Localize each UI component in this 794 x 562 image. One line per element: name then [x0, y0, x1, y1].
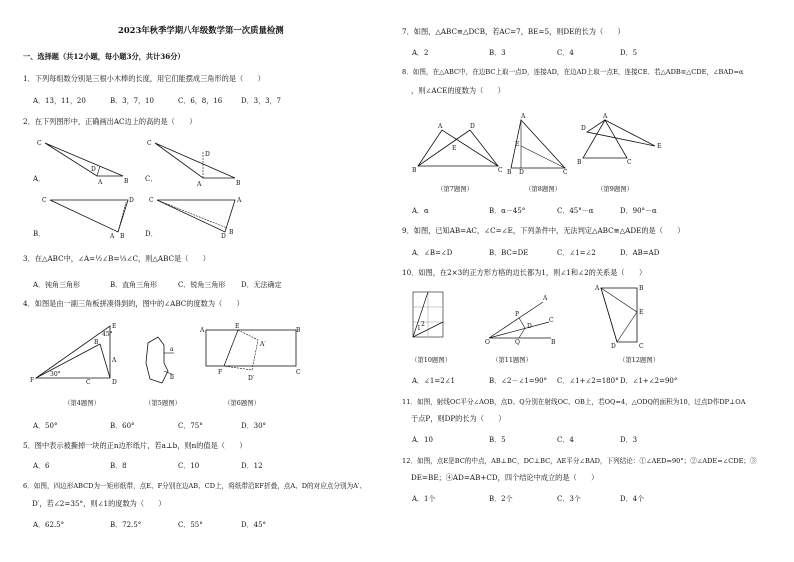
- q12-option-d[interactable]: D．4个: [620, 495, 645, 503]
- svg-text:A: A: [438, 123, 443, 130]
- q3-option-d[interactable]: D．无法确定: [241, 281, 282, 289]
- right-column: [397, 0, 794, 562]
- q8-figure: [507, 113, 572, 178]
- svg-text:E: E: [639, 309, 644, 316]
- svg-text:A: A: [98, 179, 103, 186]
- svg-text:E: E: [515, 141, 520, 148]
- q9-option-a[interactable]: A．∠B=∠D: [412, 249, 453, 257]
- q12-option-b[interactable]: B．2个: [489, 495, 513, 503]
- q9-figure: [577, 113, 662, 173]
- svg-text:D: D: [519, 169, 524, 176]
- q9-option-c[interactable]: C．∠1=∠2: [557, 249, 596, 257]
- q1-option-a[interactable]: A．13，11，20: [33, 97, 86, 105]
- q11-option-b[interactable]: B．5: [489, 436, 506, 444]
- svg-text:A: A: [595, 285, 600, 292]
- q6-option-a[interactable]: A．62.5°: [33, 521, 65, 529]
- caption-q11: （第11题图）: [492, 356, 533, 364]
- q12-option-a[interactable]: A．1个: [412, 495, 436, 503]
- question-9: 9．如图，已知AB=AC，∠C=∠E，下列条件中，无法判定△ABC≌△ADE的是（ ）: [402, 226, 685, 235]
- q10-option-a[interactable]: A．∠1=2∠1: [412, 377, 456, 385]
- q10-option-c[interactable]: C．∠1+∠2=180°: [557, 377, 619, 385]
- svg-text:C: C: [639, 343, 644, 350]
- q2-option-d[interactable]: D．: [145, 230, 158, 238]
- question-7: 7．如图，△ABC≌△DCB，若AC=7，BE=5，则DE的长为（ ）: [402, 27, 625, 36]
- question-11: 11．如图，射线OC平分∠AOB，点D、Q分别在射线OC、OB上，若OQ=4，△ODQ的面积为10，过点D作DP⊥OA: [402, 398, 746, 406]
- q3-option-c[interactable]: C．锐角三角形: [178, 281, 226, 289]
- question-5: 5．图中表示被撕掉一块的正n边形纸片，若a⊥b，则n的值是（ ）: [23, 441, 247, 450]
- svg-text:D: D: [527, 323, 532, 330]
- svg-text:30°: 30°: [50, 371, 61, 378]
- caption-q8: （第8题图）: [525, 185, 562, 193]
- svg-text:a: a: [170, 346, 174, 353]
- q9-option-b[interactable]: B．BC=DE: [489, 249, 529, 257]
- svg-text:D: D: [221, 233, 226, 240]
- svg-text:A: A: [603, 113, 608, 120]
- caption-q12: （第12题图）: [619, 356, 660, 364]
- q11-option-d[interactable]: D．3: [620, 436, 638, 444]
- svg-text:B: B: [124, 178, 129, 185]
- q1-option-c[interactable]: C．6，8，16: [178, 97, 223, 105]
- page-title: 2023年秋季学期八年级数学第一次质量检测: [118, 25, 284, 35]
- svg-text:A: A: [112, 357, 117, 364]
- q2-option-a[interactable]: A．: [33, 175, 46, 183]
- q12-option-c[interactable]: C．3个: [557, 495, 581, 503]
- svg-text:A: A: [543, 295, 548, 302]
- section-heading: 一、选择题（共12小题，每小题3分，共计36分）: [23, 52, 185, 61]
- svg-text:A: A: [521, 113, 526, 120]
- caption-q9: （第9题图）: [597, 185, 634, 193]
- q6-option-b[interactable]: B．72.5°: [110, 521, 142, 529]
- svg-text:D: D: [611, 343, 616, 350]
- q8-option-b[interactable]: B．α－45°: [489, 207, 526, 215]
- svg-text:D: D: [470, 123, 475, 130]
- q10-option-b[interactable]: B．∠2－∠1=90°: [489, 377, 548, 385]
- q5-option-c[interactable]: C．10: [178, 462, 200, 470]
- svg-text:A: A: [200, 327, 205, 334]
- q12-figure: [595, 284, 655, 349]
- q3-option-b[interactable]: B．直角三角形: [110, 281, 158, 289]
- svg-text:B: B: [577, 159, 582, 166]
- q6-option-d[interactable]: D．45°: [241, 521, 267, 529]
- caption-q7: （第7题图）: [437, 185, 474, 193]
- q10-figure: [411, 290, 451, 345]
- svg-text:E: E: [657, 143, 662, 150]
- question-4: 4．如图是由一副三角板拼凑得到的，图中的∠ABC的度数为（ ）: [23, 299, 244, 308]
- question-6-cont: D′，若∠2=35°，则∠1的度数为（ ）: [32, 499, 166, 508]
- q4-option-a[interactable]: A．50°: [33, 422, 58, 430]
- question-1: 1．下列每组数分别是三根小木棒的长度，用它们能摆成三角形的是（ ）: [23, 74, 265, 83]
- svg-text:E: E: [452, 145, 457, 152]
- q2-figure-b: [145, 135, 245, 188]
- svg-text:C: C: [563, 169, 568, 176]
- q8-option-d[interactable]: D．90°－α: [620, 207, 657, 215]
- q4-option-d[interactable]: D．30°: [241, 422, 267, 430]
- svg-text:D: D: [91, 166, 96, 173]
- svg-text:B: B: [229, 229, 234, 236]
- q4-option-c[interactable]: C．75°: [178, 422, 203, 430]
- q11-option-c[interactable]: C．4: [557, 436, 574, 444]
- q1-option-d[interactable]: D．3，3，7: [241, 97, 281, 105]
- svg-text:B: B: [296, 327, 301, 334]
- svg-text:F: F: [218, 369, 223, 376]
- svg-text:P: P: [515, 311, 520, 318]
- svg-text:D: D: [581, 125, 586, 132]
- q11-option-a[interactable]: A．10: [412, 436, 433, 444]
- q9-option-d[interactable]: D．AB=AD: [620, 249, 660, 257]
- question-6: 6．如图，四边形ABCD为一矩形纸带，点E、F分别在边AB、CD上，将纸带沿EF折叠，点A、D的对应点分别为A′、: [23, 482, 367, 490]
- question-3: 3．在△ABC中，∠A=½∠B=⅓∠C，则△ABC是（ ）: [23, 254, 210, 263]
- svg-text:C: C: [86, 379, 91, 386]
- svg-text:C: C: [147, 140, 152, 147]
- svg-text:Q: Q: [515, 339, 520, 346]
- q6-option-c[interactable]: C．55°: [178, 521, 203, 529]
- caption-q10: （第10题图）: [411, 356, 452, 364]
- svg-text:B: B: [507, 169, 512, 176]
- svg-text:2: 2: [421, 321, 425, 328]
- q2-option-b[interactable]: B．: [33, 230, 46, 238]
- caption-q5: （第5题图）: [145, 399, 182, 407]
- caption-q6: （第6题图）: [224, 399, 261, 407]
- q7-option-b[interactable]: B．3: [489, 49, 506, 57]
- question-10: 10．如图，在2×3的正方形方格的边长都为1，则∠1和∠2的关系是（ ）: [402, 268, 647, 277]
- question-8-cont: ，则∠ACE的度数为（ ）: [411, 86, 505, 95]
- svg-text:45°: 45°: [102, 331, 113, 338]
- svg-text:B: B: [639, 285, 644, 292]
- q2-figure-c: [38, 190, 138, 240]
- q5-option-b[interactable]: B．8: [110, 462, 127, 470]
- q5-figure: [140, 335, 185, 390]
- q11-figure: [485, 296, 555, 346]
- question-11-cont: 于点P，则DP的长为（ ）: [411, 414, 506, 423]
- q7-option-a[interactable]: A．2: [412, 49, 429, 57]
- q4-option-b[interactable]: B．60°: [110, 422, 135, 430]
- svg-text:1: 1: [417, 325, 421, 332]
- q3-option-a[interactable]: A．钝角三角形: [33, 281, 81, 289]
- svg-text:C: C: [37, 140, 42, 147]
- svg-text:B: B: [120, 233, 125, 240]
- q7-option-d[interactable]: D．5: [620, 49, 638, 57]
- q5-option-d[interactable]: D．12: [241, 462, 263, 470]
- svg-text:A′: A′: [260, 341, 266, 348]
- svg-text:D: D: [205, 151, 210, 158]
- svg-text:B: B: [94, 339, 99, 346]
- svg-text:C: C: [498, 167, 503, 174]
- svg-text:O: O: [485, 339, 490, 346]
- svg-text:A: A: [237, 197, 242, 204]
- svg-text:C: C: [549, 317, 554, 324]
- q8-option-c[interactable]: C．45°－α: [557, 207, 594, 215]
- svg-text:D: D: [112, 379, 117, 386]
- svg-text:A: A: [110, 233, 115, 240]
- svg-text:C: C: [149, 197, 154, 204]
- question-12-cont: DE=BE；④AD=AB+CD，四个结论中成立的是（ ）: [411, 473, 599, 482]
- question-12: 12．如图，点E是BC的中点，AB⊥BC，DC⊥BC，AE平分∠BAD，下列结论：①∠AED=90°；②∠ADE=∠CDE；③: [402, 457, 757, 465]
- svg-text:C: C: [627, 159, 632, 166]
- svg-text:E: E: [235, 323, 240, 330]
- svg-text:B: B: [412, 167, 417, 174]
- svg-text:E: E: [112, 323, 117, 330]
- svg-text:B: B: [236, 180, 241, 187]
- q2-option-c[interactable]: C．: [145, 175, 158, 183]
- svg-text:C: C: [42, 197, 47, 204]
- svg-text:D′: D′: [248, 375, 255, 382]
- svg-text:F: F: [30, 377, 35, 384]
- q10-option-d[interactable]: D．∠1+∠2=90°: [620, 377, 678, 385]
- svg-text:b: b: [170, 374, 174, 381]
- q5-option-a[interactable]: A．6: [33, 462, 50, 470]
- q7-figure: [412, 122, 507, 177]
- svg-text:B: B: [551, 339, 556, 346]
- question-8: 8．如图，在△ABC中，在边BC上取一点D，连接AD，在边AD上取一点E，连接CE．若△ADB≌△CDE，∠BAD=α: [402, 68, 744, 76]
- question-2: 2．在下列图形中，正确画出AC边上的高的是（ ）: [23, 117, 197, 126]
- caption-q4: （第4题图）: [64, 399, 101, 407]
- svg-text:C: C: [296, 369, 301, 376]
- q8-option-a[interactable]: A．α: [412, 207, 429, 215]
- svg-text:A: A: [197, 181, 202, 188]
- q7-option-c[interactable]: C．4: [557, 49, 574, 57]
- q4-figure: [30, 318, 125, 388]
- svg-text:D: D: [129, 197, 134, 204]
- q2-figure-a: [33, 135, 133, 185]
- q6-figure: [200, 320, 300, 385]
- q1-option-b[interactable]: B．3，7，10: [110, 97, 154, 105]
- q2-figure-d: [145, 190, 245, 240]
